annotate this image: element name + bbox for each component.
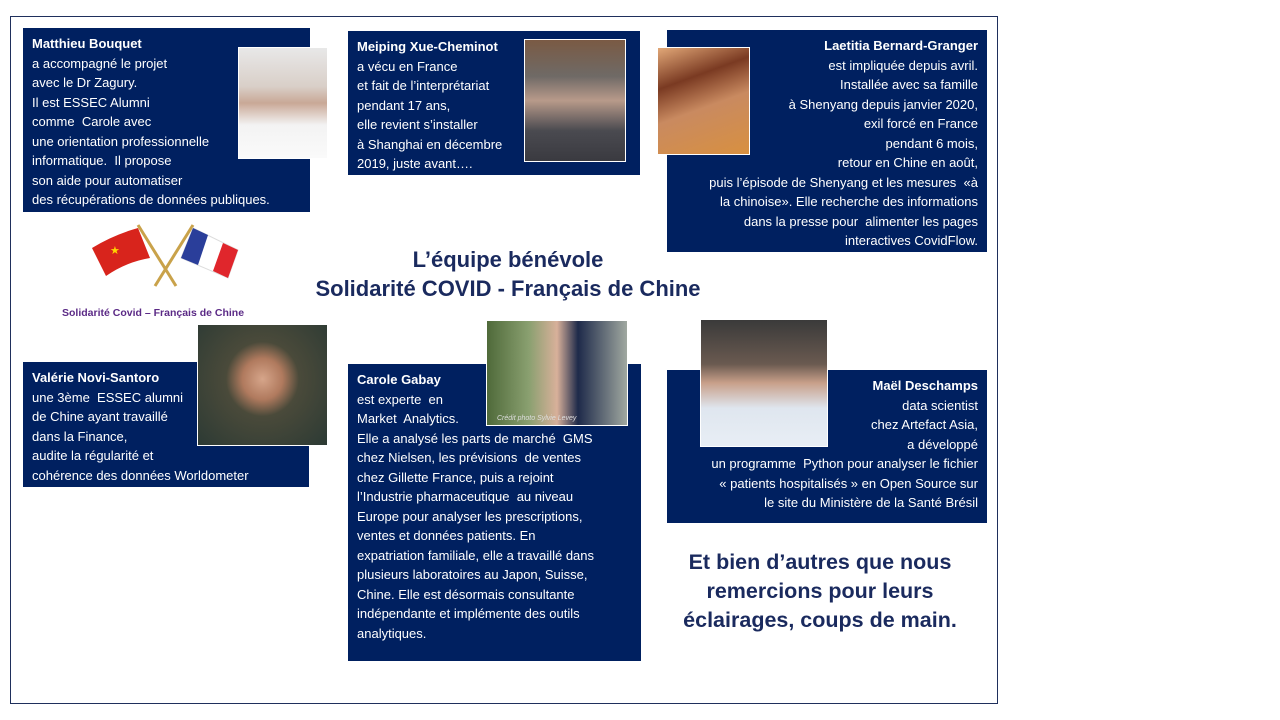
description-line: retour en Chine en août, (837, 155, 978, 170)
description-line: le site du Ministère de la Santé Brésil (764, 495, 978, 510)
description-line: la chinoise». Elle recherche des informations (720, 194, 978, 209)
member-photo-laetitia (657, 47, 750, 155)
description-line: data scientist (902, 397, 978, 413)
china-france-flags-logo (88, 220, 243, 290)
member-name: Maël Deschamps (872, 378, 978, 393)
description-line: exil forcé en France (863, 116, 978, 131)
description-line: elle revient s’installer (357, 117, 478, 132)
description-line: a vécu en France (357, 58, 458, 74)
description-line: son aide pour automatiser (32, 172, 183, 188)
member-name: Carole Gabay (357, 372, 441, 387)
description-line: a développé (907, 436, 978, 452)
description-line: l’Industrie pharmaceutique au niveau (357, 489, 574, 504)
description-line: est experte en (357, 391, 443, 407)
title-line-1: L’équipe bénévole (412, 247, 604, 272)
description-line: 2019, juste avant…. (357, 156, 473, 171)
svg-text:★: ★ (110, 245, 120, 257)
description-line: de Chine ayant travaillé (32, 409, 168, 424)
description-line: un programme Python pour analyser le fichier (711, 456, 978, 471)
description-line: chez Artefact Asia, (871, 417, 978, 432)
description-line: ventes et données patients. En (357, 528, 536, 543)
member-name: Valérie Novi-Santoro (32, 370, 160, 385)
description-line: à Shanghai en décembre (357, 136, 503, 152)
member-photo-valerie (197, 324, 328, 446)
slide-title (270, 245, 746, 303)
description-line: des récupérations de données publiques. (32, 192, 270, 207)
description-line: une 3ème ESSEC alumni (32, 389, 184, 405)
description-line: pendant 6 mois, (885, 135, 978, 151)
description-line: Installée avec sa famille (839, 77, 978, 92)
member-name: Matthieu Bouquet (32, 36, 142, 51)
description-line: chez Gillette France, puis a rejoint (357, 469, 554, 485)
photo-credit: Crédit photo Sylvie Levey (497, 415, 577, 422)
description-line: pendant 17 ans, (357, 97, 451, 113)
member-photo-matthieu (238, 47, 328, 159)
description-line: Europe pour analyser les prescriptions, (357, 508, 583, 524)
description-line: analytiques. (357, 625, 427, 641)
closing-message: Et bien d’autres que nous remercions pour leurs éclairages, coups de main. (683, 550, 957, 632)
description-line: dans la Finance, (32, 428, 128, 444)
description-line: est impliquée depuis avril. (828, 57, 978, 73)
description-line: une orientation professionnelle (32, 133, 210, 149)
description-line: dans la presse pour alimenter les pages (743, 213, 978, 229)
description-line: Market Analytics. (357, 411, 459, 426)
description-line: chez Nielsen, les prévisions de ventes (357, 450, 582, 465)
logo-caption: Solidarité Covid – Français de Chine (62, 307, 245, 319)
member-name: Laetitia Bernard-Granger (824, 38, 978, 53)
member-photo-meiping (524, 39, 626, 162)
description-line: a accompagné le projet (32, 55, 168, 71)
description-line: indépendante et implémente des outils (357, 606, 580, 621)
member-photo-carole (486, 320, 628, 426)
description-line: Il est ESSEC Alumni (32, 94, 150, 110)
description-line: Chine. Elle est désormais consultante (357, 586, 575, 602)
description-line: à Shenyang depuis janvier 2020, (788, 96, 978, 112)
description-line: avec le Dr Zagury. (32, 75, 138, 90)
member-name: Meiping Xue-Cheminot (357, 39, 498, 54)
description-line: informatique. Il propose (32, 153, 172, 168)
description-line: audite la régularité et (32, 448, 154, 463)
member-photo-mael (700, 319, 828, 447)
description-line: puis l’épisode de Shenyang et les mesures «à (709, 174, 978, 190)
description-line: expatriation familiale, elle a travaillé dans (357, 547, 595, 563)
title-line-2: Solidarité COVID - Français de Chine (315, 276, 701, 301)
description-line: « patients hospitalisés » en Open Source sur (719, 475, 978, 491)
description-line: comme Carole avec (32, 114, 152, 129)
description-line: et fait de l’interprétariat (357, 78, 490, 93)
description-line: Elle a analysé les parts de marché GMS (357, 430, 593, 446)
description-line: cohérence des données Worldometer (32, 467, 249, 483)
description-line: plusieurs laboratoires au Japon, Suisse, (357, 567, 588, 582)
description-line: interactives CovidFlow. (845, 233, 978, 248)
